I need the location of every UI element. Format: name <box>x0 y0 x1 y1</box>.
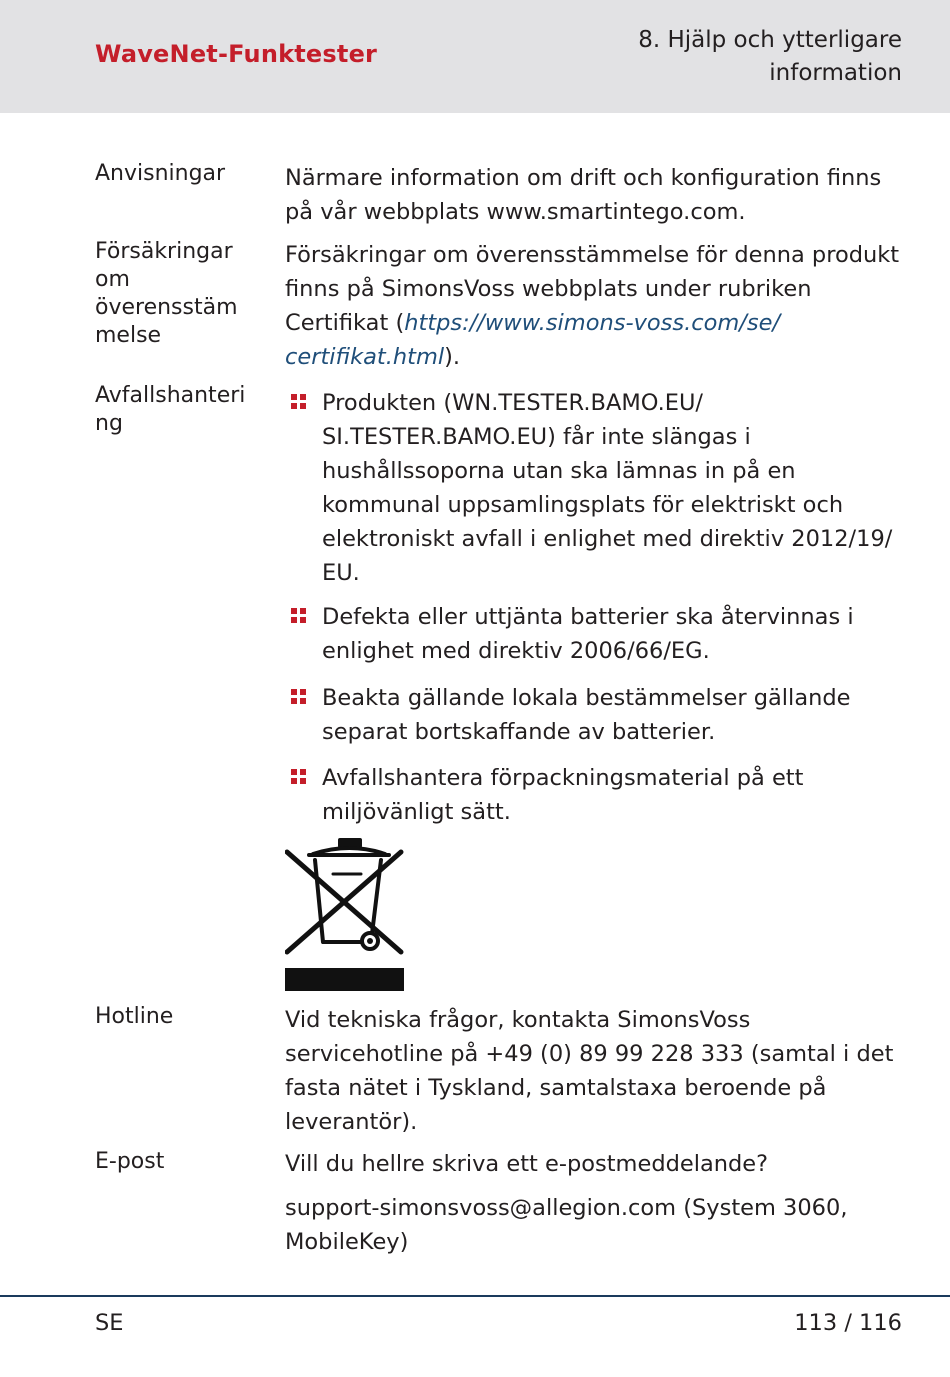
forsakringar-line1: Försäkringar om överensstämmelse för denna produkt <box>285 242 900 268</box>
certificate-link-part2[interactable]: certifikat.html <box>285 344 445 370</box>
bullet-line: elektroniskt avfall i enlighet med direktiv 2012/19/ <box>322 526 893 552</box>
bullet-line: miljövänligt sätt. <box>322 799 511 825</box>
bullet-line: Defekta eller uttjänta batterier ska återvinnas i <box>322 604 854 630</box>
value-forsakringar <box>285 238 905 374</box>
forsakringar-line3-text: Certifikat ( <box>285 310 405 336</box>
bullet-line: Beakta gällande lokala bestämmelser gällande <box>322 685 851 711</box>
bullet-line: EU. <box>322 560 360 586</box>
chapter-title <box>582 24 902 90</box>
label-forsakringar-l3: överensstäm <box>95 295 238 320</box>
value-hotline <box>285 1003 905 1139</box>
label-forsakringar-l1: Försäkringar <box>95 239 233 264</box>
bullet-icon <box>291 689 306 704</box>
hotline-line4: leverantör). <box>285 1109 418 1135</box>
hotline-line2: servicehotline på +49 (0) 89 99 228 333 (samtal i det <box>285 1041 894 1067</box>
footer-language: SE <box>95 1310 124 1336</box>
label-avfall-l1: Avfallshanteri <box>95 383 246 408</box>
value-epost <box>285 1147 905 1181</box>
hotline-line3: fasta nätet i Tyskland, samtalstaxa beroende på <box>285 1075 827 1101</box>
bullet-text <box>322 761 905 829</box>
bullet-line: separat bortskaffande av batterier. <box>322 719 716 745</box>
value-epost-address <box>285 1191 905 1259</box>
footer-rule <box>0 1295 950 1297</box>
forsakringar-line4 <box>285 340 905 374</box>
crossed-out-wheelie-bin-icon <box>285 838 405 991</box>
label-forsakringar <box>95 238 260 350</box>
chapter-title-line2: information <box>769 60 902 86</box>
bullet-icon <box>291 394 306 409</box>
bullet-text <box>322 600 905 668</box>
label-avfall-l2: ng <box>95 411 123 436</box>
bullet-line: kommunal uppsamlingsplats för elektriskt och <box>322 492 844 518</box>
epost-line3: MobileKey) <box>285 1229 409 1255</box>
brand-title: WaveNet-Funktester <box>95 40 378 68</box>
epost-line1: Vill du hellre skriva ett e-postmeddelande? <box>285 1151 769 1177</box>
forsakringar-line4-text: ). <box>444 344 461 370</box>
forsakringar-line3 <box>285 306 905 340</box>
value-anvisningar <box>285 161 905 229</box>
bullet-line: enlighet med direktiv 2006/66/EG. <box>322 638 710 664</box>
forsakringar-line2: finns på SimonsVoss webbplats under rubriken <box>285 276 812 302</box>
bullet-text <box>322 681 905 749</box>
bullet-line: Avfallshantera förpackningsmaterial på ett <box>322 765 804 791</box>
hotline-line1: Vid tekniska frågor, kontakta SimonsVoss <box>285 1007 751 1033</box>
label-forsakringar-l2: om <box>95 267 130 292</box>
label-hotline: Hotline <box>95 1004 174 1029</box>
bullet-icon <box>291 608 306 623</box>
certificate-link-part1[interactable]: https://www.simons-voss.com/se/ <box>404 310 781 336</box>
bullet-line: hushållssoporna utan ska lämnas in på en <box>322 458 796 484</box>
label-avfallshantering <box>95 382 260 438</box>
bullet-icon <box>291 769 306 784</box>
anvisningar-line1: Närmare information om drift och konfiguration finns <box>285 165 882 191</box>
label-epost: E-post <box>95 1149 165 1174</box>
label-anvisningar: Anvisningar <box>95 161 226 186</box>
label-forsakringar-l4: melse <box>95 323 162 348</box>
bullet-line: SI.TESTER.BAMO.EU) får inte slängas i <box>322 424 751 450</box>
anvisningar-line2: på vår webbplats www.smartintego.com. <box>285 199 746 225</box>
chapter-title-line1: 8. Hjälp och ytterligare <box>638 27 902 53</box>
epost-line2: support-simonsvoss@allegion.com (System 3060, <box>285 1195 848 1221</box>
page-number: 113 / 116 <box>794 1310 902 1336</box>
page-header <box>0 0 950 113</box>
bullet-text <box>322 386 905 590</box>
bullet-line: Produkten (WN.TESTER.BAMO.EU/ <box>322 390 703 416</box>
